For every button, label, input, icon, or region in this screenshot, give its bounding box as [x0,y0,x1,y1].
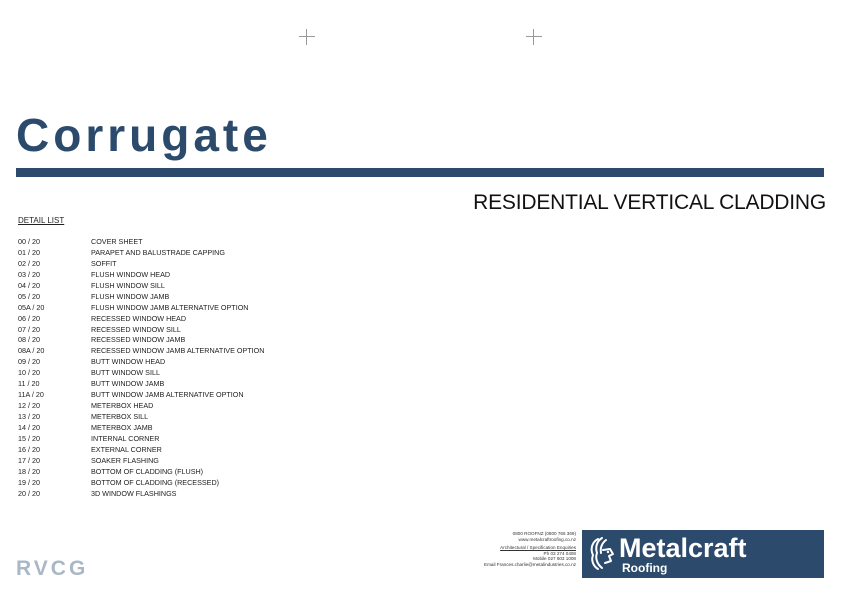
detail-code: 19 / 20 [18,477,40,487]
title-rule [16,168,824,177]
detail-row [18,368,264,379]
detail-description: BUTT WINDOW JAMB ALTERNATIVE OPTION [91,390,244,400]
detail-code: 08A / 20 [18,346,45,356]
detail-description: BUTT WINDOW SILL [91,368,160,378]
detail-row [18,423,264,434]
detail-row [18,303,264,314]
detail-row [18,434,264,445]
footer-code: RVCG [16,557,89,580]
contact-block [484,531,576,568]
detail-description: FLUSH WINDOW JAMB [91,291,170,301]
detail-row [18,237,264,248]
detail-row [18,270,264,281]
contact-email[interactable]: Email Frances.charlie@metalindustries.co.nz [484,561,576,567]
detail-description: SOAKER FLASHING [91,455,159,465]
detail-description: BUTT WINDOW HEAD [91,357,166,367]
document-subtitle: RESIDENTIAL VERTICAL CLADDING [473,191,826,214]
detail-row [18,314,264,325]
detail-row [18,379,264,390]
detail-row [18,292,264,303]
detail-description: COVER SHEET [91,237,143,246]
brand-sub: Roofing [622,561,668,575]
detail-description: BOTTOM OF CLADDING (RECESSED) [91,477,220,487]
detail-code: 04 / 20 [18,280,40,290]
detail-description: FLUSH WINDOW HEAD [91,269,171,279]
detail-code: 16 / 20 [18,444,40,454]
detail-description: METERBOX SILL [91,412,149,421]
detail-code: 07 / 20 [18,324,40,334]
metalcraft-logo [582,530,824,578]
detail-row [18,401,264,412]
detail-description: RECESSED WINDOW SILL [91,324,181,334]
detail-row [18,259,264,270]
detail-code: 20 / 20 [18,488,40,498]
detail-code: 00 / 20 [18,237,40,246]
detail-code: 08 / 20 [18,335,40,345]
detail-row [18,467,264,478]
detail-code: 18 / 20 [18,466,40,476]
contact-ph: Ph 03 274 0408 [543,550,576,556]
detail-row [18,346,264,357]
detail-row [18,281,264,292]
detail-code: 05A / 20 [18,302,45,312]
detail-description: EXTERNAL CORNER [91,444,162,454]
detail-row [18,478,264,489]
detail-row [18,412,264,423]
detail-description: SOFFIT [91,258,117,268]
detail-code: 10 / 20 [18,368,40,378]
detail-description: BOTTOM OF CLADDING (FLUSH) [91,466,204,476]
document-title: Corrugate [16,109,272,161]
detail-description: FLUSH WINDOW SILL [91,280,165,290]
detail-code: 11A / 20 [18,390,44,400]
detail-code: 03 / 20 [18,269,40,279]
detail-list [18,237,264,500]
detail-description: FLUSH WINDOW JAMB ALTERNATIVE OPTION [91,302,249,312]
detail-code: 02 / 20 [18,258,40,268]
detail-code: 15 / 20 [18,433,40,443]
detail-list-heading: DETAIL LIST [18,216,65,225]
detail-code: 05 / 20 [18,291,40,301]
detail-description: INTERNAL CORNER [91,433,160,443]
detail-code: 11 / 20 [18,379,40,389]
detail-row [18,390,264,401]
detail-code: 13 / 20 [18,412,40,421]
detail-row [18,335,264,346]
detail-row [18,357,264,368]
detail-code: 12 / 20 [18,401,40,411]
detail-row [18,445,264,456]
detail-code: 14 / 20 [18,422,40,432]
detail-description: METERBOX HEAD [91,401,154,411]
crop-mark [526,29,542,45]
detail-row [18,489,264,500]
detail-description: PARAPET AND BALUSTRADE CAPPING [91,247,225,257]
detail-description: RECESSED WINDOW HEAD [91,313,187,323]
detail-description: METERBOX JAMB [91,422,153,432]
detail-row [18,325,264,336]
detail-description: RECESSED WINDOW JAMB [91,335,186,345]
lion-icon [586,534,616,574]
detail-description: BUTT WINDOW JAMB [91,379,165,389]
contact-mobile: Mobile 027 603 1008 [533,556,576,562]
detail-row [18,456,264,467]
contact-web[interactable]: www.metalcraftroofing.co.nz [518,536,576,542]
detail-code: 09 / 20 [18,357,40,367]
crop-mark [299,29,315,45]
detail-code: 01 / 20 [18,247,40,257]
detail-row [18,248,264,259]
detail-code: 06 / 20 [18,313,40,323]
detail-description: RECESSED WINDOW JAMB ALTERNATIVE OPTION [91,346,265,356]
contact-phone: 0800 ROOFNZ (0800 766 369) [512,531,576,536]
detail-code: 17 / 20 [18,455,40,465]
contact-architect: Architectural / Specification Enquiries [500,545,576,551]
brand-name: Metalcraft [619,533,747,563]
detail-description: 3D WINDOW FLASHINGS [91,488,177,498]
